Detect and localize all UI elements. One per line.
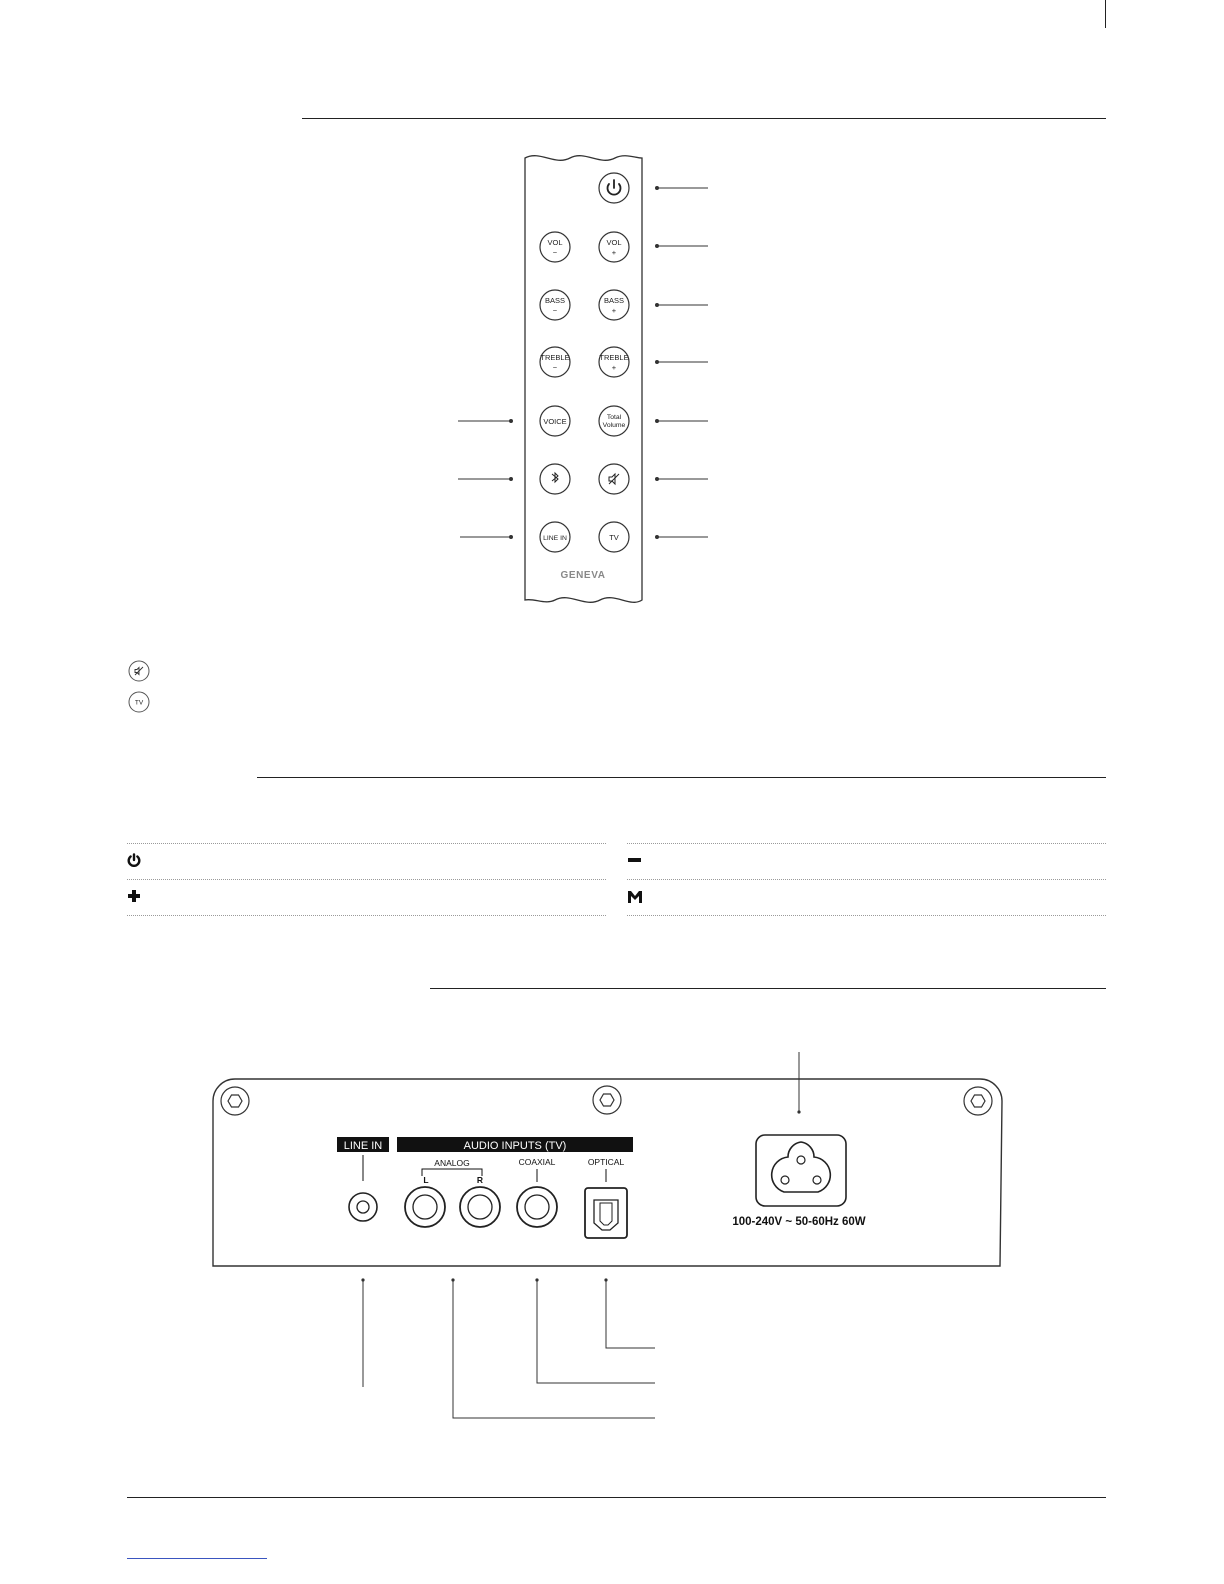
table-row-divider [627, 915, 1106, 916]
total-volume-bottom: Volume [602, 422, 626, 429]
bass-plus-top: BASS [603, 296, 625, 305]
legend-tv-icon [128, 691, 150, 713]
table-row-divider [627, 843, 1106, 844]
audio-inputs-header: AUDIO INPUTS (TV) [463, 1140, 567, 1152]
section-rule-remote [302, 118, 1106, 119]
line-in-header: LINE IN [343, 1140, 383, 1152]
treble-plus-top: TREBLE [599, 353, 629, 362]
m-icon [627, 890, 643, 904]
coaxial-label: COAXIAL [518, 1157, 556, 1167]
optical-label: OPTICAL [587, 1157, 625, 1167]
bass-minus-bottom: − [552, 306, 558, 315]
screw-icon [593, 1086, 621, 1114]
vol-minus-top: VOL [547, 238, 563, 247]
mute-icon [609, 474, 619, 484]
vol-minus-button[interactable] [540, 232, 570, 262]
treble-minus-bottom: − [552, 363, 558, 372]
bass-minus-top: BASS [544, 296, 566, 305]
table-row-divider [127, 879, 606, 880]
power-inlet[interactable] [756, 1135, 846, 1206]
screw-icon [221, 1087, 249, 1115]
total-volume-button[interactable] [599, 406, 629, 436]
rear-panel-diagram [200, 1045, 1020, 1425]
vol-plus-top: VOL [606, 238, 622, 247]
vol-plus-bottom: + [611, 248, 617, 257]
bluetooth-icon [552, 473, 558, 482]
footer-link-underline[interactable] [127, 1558, 267, 1559]
analog-left-jack[interactable] [405, 1187, 445, 1227]
line-in-label: LINE IN [543, 535, 567, 542]
total-volume-top: Total [606, 414, 622, 421]
analog-right-jack[interactable] [460, 1187, 500, 1227]
tv-label: TV [609, 533, 619, 542]
power-icon [608, 180, 621, 195]
voice-label: VOICE [543, 417, 567, 426]
minus-icon [627, 855, 643, 865]
section-rule-buttons [257, 777, 1106, 778]
brand-logo: GENEVA [560, 570, 606, 581]
optical-port[interactable] [585, 1188, 627, 1238]
legend-tv-label: TV [134, 699, 144, 707]
treble-minus-top: TREBLE [540, 353, 570, 362]
treble-minus-button[interactable] [540, 347, 570, 377]
bass-plus-button[interactable] [599, 290, 629, 320]
table-row-divider [127, 843, 606, 844]
treble-plus-button[interactable] [599, 347, 629, 377]
bass-minus-button[interactable] [540, 290, 570, 320]
screw-icon [964, 1087, 992, 1115]
analog-label: ANALOG [434, 1158, 470, 1168]
table-row-divider [127, 915, 606, 916]
line-in-jack[interactable] [349, 1193, 377, 1221]
section-rule-rear-panel [430, 988, 1106, 989]
coaxial-jack[interactable] [517, 1187, 557, 1227]
vol-minus-bottom: − [552, 248, 558, 257]
analog-left-label: L [423, 1175, 429, 1185]
treble-plus-bottom: + [611, 363, 617, 372]
table-row-divider [627, 879, 1106, 880]
power-rating: 100-240V ~ 50-60Hz 60W [732, 1216, 866, 1228]
analog-right-label: R [476, 1175, 484, 1185]
plus-icon [127, 889, 141, 903]
remote-diagram [440, 150, 740, 610]
power-icon [127, 853, 141, 867]
bass-plus-bottom: + [611, 306, 617, 315]
page-edge-tick [1105, 0, 1106, 28]
legend-mute-icon [128, 660, 150, 682]
footer-rule [127, 1497, 1106, 1498]
vol-plus-button[interactable] [599, 232, 629, 262]
